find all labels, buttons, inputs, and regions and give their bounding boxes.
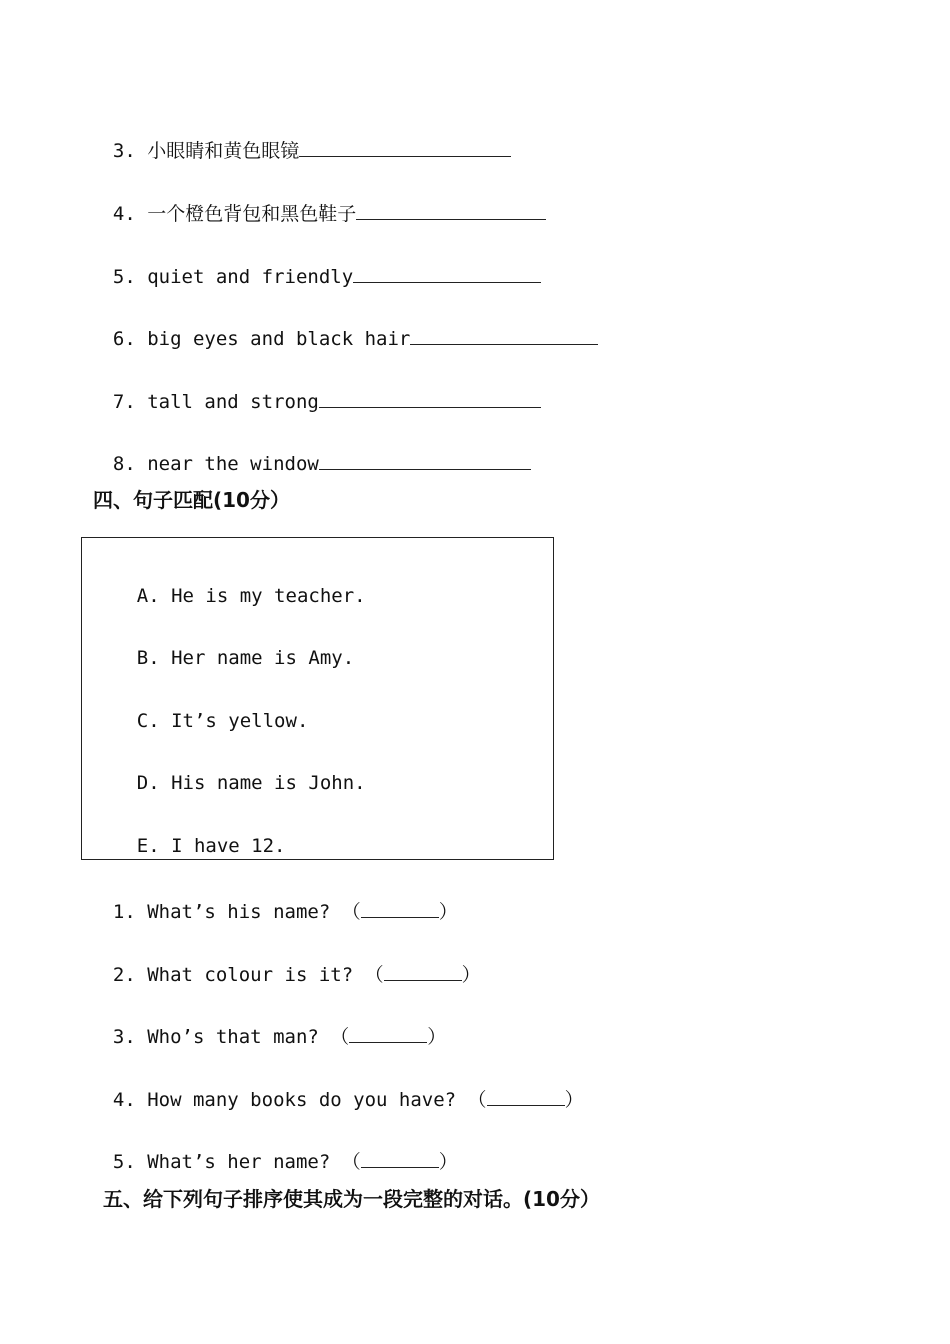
question-text: What’s her name?	[147, 1151, 331, 1173]
option-letter: C.	[136, 710, 160, 732]
question-number: 4.	[112, 1089, 136, 1111]
option-d	[91, 747, 366, 819]
item-number: 4.	[112, 203, 136, 225]
question-text: What’s his name?	[147, 901, 331, 923]
question-text: Who’s that man?	[147, 1026, 319, 1048]
item-number: 3.	[112, 140, 136, 162]
answer-blank[interactable]	[410, 326, 598, 345]
item-number: 8.	[112, 453, 136, 475]
item-number: 6.	[112, 328, 136, 350]
section-4-heading: 四、句子匹配(10分）	[93, 488, 290, 512]
option-text: Her name is Amy.	[171, 647, 355, 669]
option-letter: B.	[136, 647, 160, 669]
answer-blank[interactable]	[349, 1024, 427, 1043]
match-question-5	[90, 1125, 458, 1174]
paren-open: （	[467, 1089, 487, 1111]
translation-item-3	[90, 114, 511, 163]
answer-blank[interactable]	[299, 138, 511, 157]
paren-close: ）	[427, 1026, 447, 1048]
paren-open: （	[364, 964, 384, 986]
match-question-2	[90, 938, 481, 987]
translation-item-4	[90, 177, 546, 226]
paren-open: （	[341, 1151, 361, 1173]
item-number: 5.	[112, 266, 136, 288]
answer-blank[interactable]	[384, 962, 462, 981]
translation-item-5	[90, 240, 541, 289]
item-text: 一个橙色背包和黑色鞋子	[147, 203, 357, 225]
options-box	[81, 537, 554, 860]
question-number: 3.	[112, 1026, 136, 1048]
paren-open: （	[330, 1026, 350, 1048]
translation-item-8	[90, 427, 531, 476]
question-number: 5.	[112, 1151, 136, 1173]
option-letter: A.	[136, 585, 160, 607]
option-letter: E.	[136, 835, 160, 857]
translation-item-7	[90, 365, 541, 414]
option-text: I have 12.	[171, 835, 286, 857]
match-question-3	[90, 1000, 446, 1049]
translation-item-6	[90, 302, 598, 351]
answer-blank[interactable]	[353, 264, 541, 283]
option-text: It’s yellow.	[171, 710, 309, 732]
question-text: What colour is it?	[147, 964, 354, 986]
match-question-1	[90, 875, 458, 924]
question-number: 1.	[112, 901, 136, 923]
answer-blank[interactable]	[319, 389, 541, 408]
answer-blank[interactable]	[361, 1149, 439, 1168]
paren-close: ）	[438, 1151, 458, 1173]
option-letter: D.	[136, 772, 160, 794]
item-number: 7.	[112, 391, 136, 413]
answer-blank[interactable]	[356, 201, 546, 220]
option-b	[91, 622, 354, 694]
item-text: big eyes and black hair	[147, 328, 411, 350]
paren-open: （	[341, 901, 361, 923]
question-text: How many books do you have?	[147, 1089, 457, 1111]
item-text: 小眼睛和黄色眼镜	[147, 140, 300, 162]
answer-blank[interactable]	[361, 899, 439, 918]
option-e	[91, 810, 286, 882]
paren-close: ）	[564, 1089, 584, 1111]
paren-close: ）	[461, 964, 481, 986]
option-text: He is my teacher.	[171, 585, 366, 607]
match-question-4	[90, 1063, 584, 1112]
question-number: 2.	[112, 964, 136, 986]
section-5-heading: 五、给下列句子排序使其成为一段完整的对话。(10分）	[103, 1187, 600, 1211]
paren-close: ）	[438, 901, 458, 923]
item-text: quiet and friendly	[147, 266, 354, 288]
option-text: His name is John.	[171, 772, 366, 794]
answer-blank[interactable]	[487, 1087, 565, 1106]
answer-blank[interactable]	[319, 451, 531, 470]
item-text: near the window	[147, 453, 319, 475]
item-text: tall and strong	[147, 391, 319, 413]
